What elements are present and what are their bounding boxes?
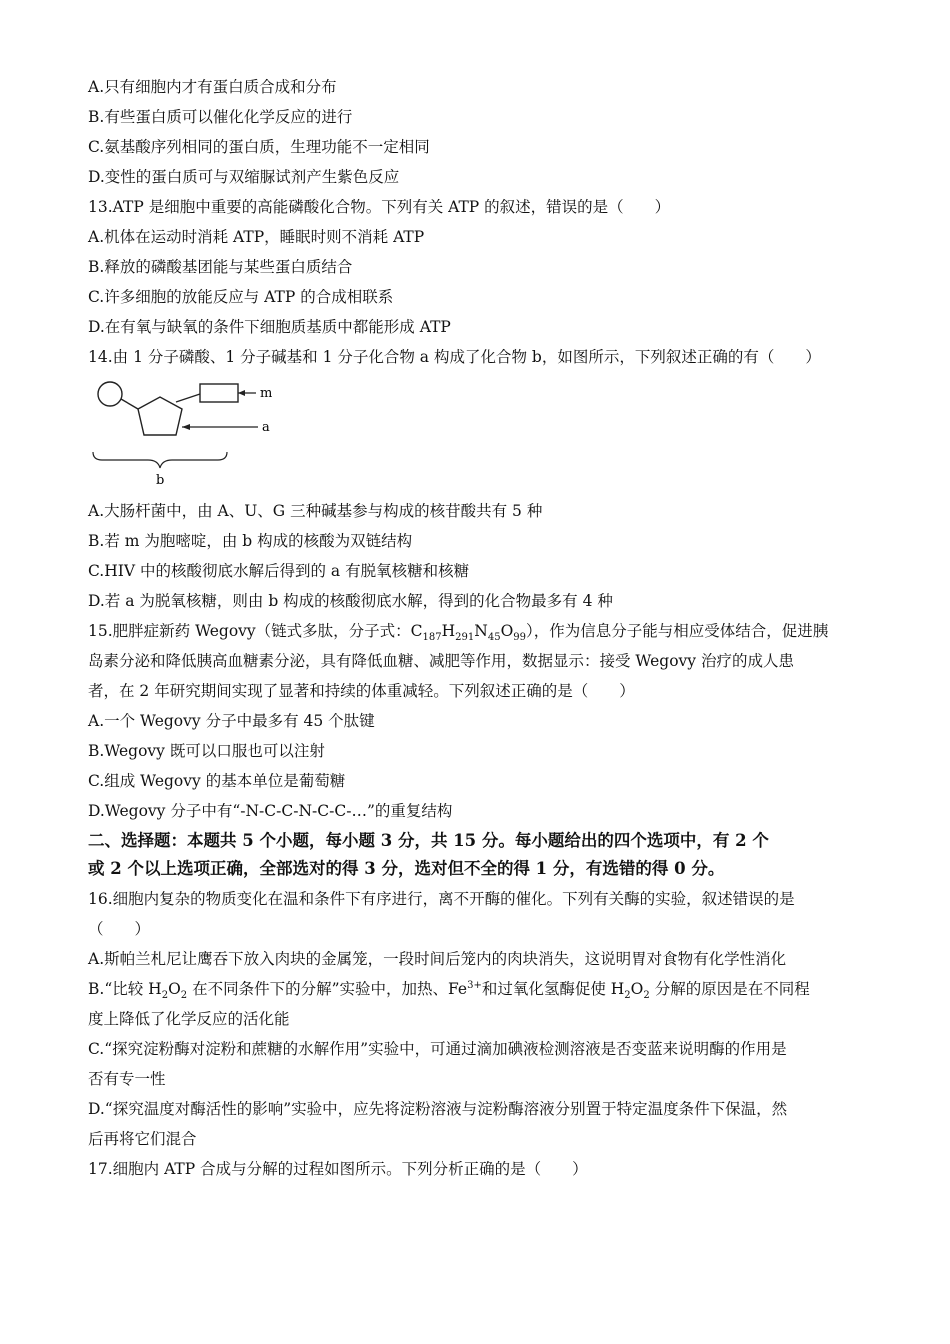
q16-option-b-line2: 度上降低了化学反应的活化能 [88,1010,290,1028]
label-a: a [262,420,270,435]
base-bond [176,394,200,402]
q15-option-b: B.Wegovy 既可以口服也可以注射 [88,742,325,760]
q16-option-c-line2: 否有专一性 [88,1070,166,1088]
q16-option-c-line1: C.“探究淀粉酶对淀粉和蔗糖的水解作用”实验中，可通过滴加碘液检测溶液是否变蓝来说明酶的作用是 [88,1040,787,1058]
q12-option-b: B.有些蛋白质可以催化化学反应的进行 [88,108,353,126]
q14-option-a: A.大肠杆菌中，由 A、U、G 三种碱基参与构成的核苷酸共有 5 种 [88,502,543,520]
phosphate-circle [98,382,122,406]
q13-option-a: A.机体在运动时消耗 ATP，睡眠时则不消耗 ATP [88,228,425,246]
q15-stem-line3: 者，在 2 年研究期间实现了显著和持续的体重减轻。下列叙述正确的是（ ） [88,682,635,700]
q12-option-c: C.氨基酸序列相同的蛋白质，生理功能不一定相同 [88,138,430,156]
q14-option-c: C.HIV 中的核酸彻底水解后得到的 a 有脱氧核糖和核糖 [88,562,470,580]
q15-stem-line2: 岛素分泌和降低胰高血糖素分泌，具有降低血糖、减肥等作用，数据显示：接受 Wegovy 治疗的成人患 [88,652,794,670]
q16-option-d-line1: D.“探究温度对酶活性的影响”实验中，应先将淀粉溶液与淀粉酶溶液分别置于特定温度条件下保温，然 [88,1100,788,1118]
nucleotide-diagram [88,376,288,488]
q13-option-b: B.释放的磷酸基团能与某些蛋白质结合 [88,258,353,276]
label-b: b [156,473,165,488]
q16-answer-paren: （ ） [88,920,151,938]
q15-stem-line1: 15.肥胖症新药 Wegovy（链式多肽，分子式：$C_{187}H_{291}N_{45}O_{99}$），作为信息分子能与相应受体结合，促进胰 [88,622,829,644]
q16-stem: 16.细胞内复杂的物质变化在温和条件下有序进行，离不开酶的催化。下列有关酶的实验，叙述错误的是 [88,890,795,908]
label-m: m [260,386,273,401]
arrow-a-head [182,424,190,430]
q12-option-a: A.只有细胞内才有蛋白质合成和分布 [88,78,337,96]
phosphate-bond [121,399,138,409]
q12-option-d: D.变性的蛋白质可与双缩脲试剂产生紫色反应 [88,168,400,186]
q13-stem: 13.ATP 是细胞中重要的高能磷酸化合物。下列有关 ATP 的叙述，错误的是（ ） [88,198,671,216]
pentose-ring [138,397,182,435]
section2-heading-line2: 或 2 个以上选项正确，全部选对的得 3 分，选对但不全的得 1 分，有选错的得 0 分。 [88,859,725,878]
section2-heading-line1: 二、选择题：本题共 5 个小题，每小题 3 分，共 15 分。每小题给出的四个选项中，有 2 个 [88,831,769,850]
q15-option-d: D.Wegovy 分子中有“-N-C-C-N-C-C-…”的重复结构 [88,802,453,820]
q13-option-c: C.许多细胞的放能反应与 ATP 的合成相联系 [88,288,394,306]
q15-option-a: A.一个 Wegovy 分子中最多有 45 个肽键 [88,712,375,730]
q13-option-d: D.在有氧与缺氧的条件下细胞质基质中都能形成 ATP [88,318,451,336]
q14-option-d: D.若 a 为脱氧核糖，则由 b 构成的核酸彻底水解，得到的化合物最多有 4 种 [88,592,613,610]
q16-option-a: A.斯帕兰札尼让鹰吞下放入肉块的金属笼，一段时间后笼内的肉块消失，这说明胃对食物有化学性消化 [88,950,787,968]
q15-option-c: C.组成 Wegovy 的基本单位是葡萄糖 [88,772,346,790]
base-rectangle [200,384,238,402]
q16-option-d-line2: 后再将它们混合 [88,1130,197,1148]
brace-b [93,452,227,468]
arrow-m-head [238,390,245,396]
q14-stem: 14.由 1 分子磷酸、1 分子碱基和 1 分子化合物 a 构成了化合物 b，如图所示，下列叙述正确的有（ ） [88,348,821,366]
q17-stem: 17.细胞内 ATP 合成与分解的过程如图所示。下列分析正确的是（ ） [88,1160,588,1178]
q16-option-b-line1: B.“比较 $H_2O_2$ 在不同条件下的分解”实验中，加热、$Fe^{3+}$和过氧化氢酶促使 $H_2O_2$ 分解的原因是在不同程 [88,979,810,1002]
q14-option-b: B.若 m 为胞嘧啶，由 b 构成的核酸为双链结构 [88,532,413,550]
